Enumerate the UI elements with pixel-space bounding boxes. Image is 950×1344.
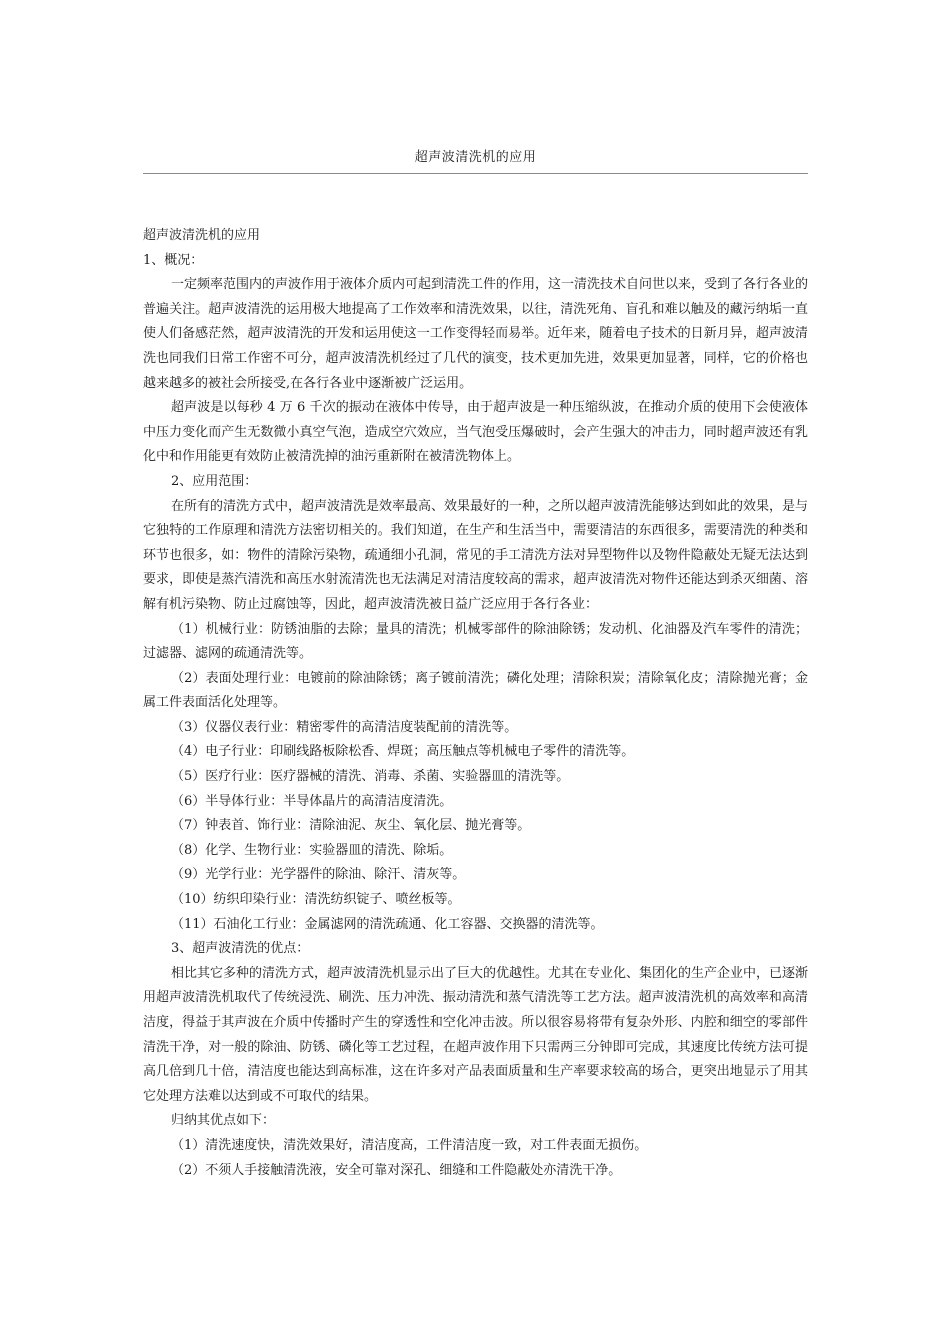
document-title: 超声波清洗机的应用 — [143, 228, 261, 243]
paragraph-advantages-summary: 归纳其优点如下： — [171, 1113, 276, 1129]
paragraph-overview-1: 一定频率范围内的声波作用于液体介质内可起到清洗工件的作用，这一清洗技术自问世以来，受到了各行各业的普遍关注。超声波清洗的运用极大地提高了工作效率和清洗效果，以往，清洗死角、盲孔和难以触及的藏污纳垢一直使人们备感茫然，超声波清洗的开发和运用使这一工作变得轻而易举。近年来，随着电子技术的日新月异，超声波清洗也同我们日常工作密不可分，超声波清洗机经过了几代的演变，技术更加先进，效果更加显著，同样，它的价格也越来越多的被社会所接受,在各行各业中逐渐被广泛运用。 — [143, 277, 809, 391]
list-item-scope-5: （5）医疗行业：医疗器械的清洗、消毒、杀菌、实验器皿的清洗等。 — [171, 769, 570, 785]
header-divider — [143, 173, 808, 174]
list-item-scope-10: （10）纺织印染行业：清洗纺织锭子、喷丝板等。 — [171, 892, 461, 908]
paragraph-overview-2: 超声波是以每秒 4 万 6 千次的振动在液体中传导，由于超声波是一种压缩纵波，在推动介质的使用下会使液体中压力变化而产生无数微小真空气泡，造成空穴效应，当气泡受压爆破时，会产生强大的冲击力，同时超声波还有乳化中和作用能更有效防止被清洗掉的油污重新附在被清洗物体上。 — [143, 400, 808, 465]
list-item-scope-6: （6）半导体行业：半导体晶片的高清洁度清洗。 — [171, 793, 453, 809]
document-body — [143, 224, 808, 1183]
list-item-scope-7: （7）钟表首、饰行业：清除油泥、灰尘、氧化层、抛光膏等。 — [171, 818, 531, 834]
paragraph-advantages: 相比其它多种的清洗方式，超声波清洗机显示出了巨大的优越性。尤其在专业化、集团化的生产企业中，已逐渐用超声波清洗机取代了传统浸洗、刷洗、压力冲洗、振动清洗和蒸气清洗等工艺方法。超声波清洗机的高效率和高清洁度，得益于其声波在介质中传播时产生的穿透性和空化冲击波。所以很容易将带有复杂外形、内腔和细空的零部件清洗干净，对一般的除油、防锈、磷化等工艺过程，在超声波作用下只需两三分钟即可完成，其速度比传统方法可提高几倍到几十倍，清洁度也能达到高标准，这在许多对产品表面质量和生产率要求较高的场合，更突出地显示了用其它处理方法难以达到或不可取代的结果。 — [143, 965, 809, 1104]
list-item-scope-2: （2）表面处理行业：电镀前的除油除锈；离子镀前清洗；磷化处理；清除积炭；清除氧化皮；清除抛光膏；金属工件表面活化处理等。 — [143, 670, 808, 711]
list-item-scope-3: （3）仪器仪表行业：精密零件的高清洁度装配前的清洗等。 — [171, 719, 518, 735]
list-item-scope-1: （1）机械行业：防锈油脂的去除；量具的清洗；机械零部件的除油除锈；发动机、化油器及汽车零件的清洗；过滤器、滤网的疏通清洗等。 — [143, 621, 808, 662]
list-item-scope-9: （9）光学行业：光学器件的除油、除汗、清灰等。 — [171, 867, 466, 883]
list-item-advantage-2: （2）不须人手接触清洗液，安全可靠对深孔、细缝和工件隐蔽处亦清洗干净。 — [171, 1162, 622, 1178]
list-item-scope-8: （8）化学、生物行业：实验器皿的清洗、除垢。 — [171, 842, 453, 858]
page-header-title: 超声波清洗机的应用 — [414, 150, 537, 165]
section-heading-advantages: 3、超声波清洗的优点： — [171, 941, 310, 957]
list-item-scope-4: （4）电子行业：印刷线路板除松香、焊斑；高压触点等机械电子零件的清洗等。 — [171, 744, 635, 760]
list-item-advantage-1: （1）清洗速度快，清洗效果好，清洁度高，工件清洁度一致，对工件表面无损伤。 — [171, 1137, 648, 1153]
paragraph-scope-intro: 在所有的清洗方式中，超声波清洗是效率最高、效果最好的一种，之所以超声波清洗能够达到如此的效果，是与它独特的工作原理和清洗方法密切相关的。我们知道，在生产和生活当中，需要清洁的东西很多，需要清洗的种类和环节也很多，如：物件的清除污染物，疏通细小孔洞，常见的手工清洗方法对异型物件以及物件隐蔽处无疑无法达到要求，即使是蒸汽清洗和高压水射流清洗也无法满足对清洁度较高的需求，超声波清洗对物件还能达到杀灭细菌、溶解有机污染物、防止过腐蚀等，因此，超声波清洗被日益广泛应用于各行各业： — [143, 498, 809, 612]
section-heading-overview: 1、概况： — [143, 252, 204, 268]
list-item-scope-11: （11）石油化工行业：金属滤网的清洗疏通、化工容器、交换器的清洗等。 — [171, 916, 604, 932]
section-heading-scope: 2、应用范围： — [171, 473, 258, 489]
